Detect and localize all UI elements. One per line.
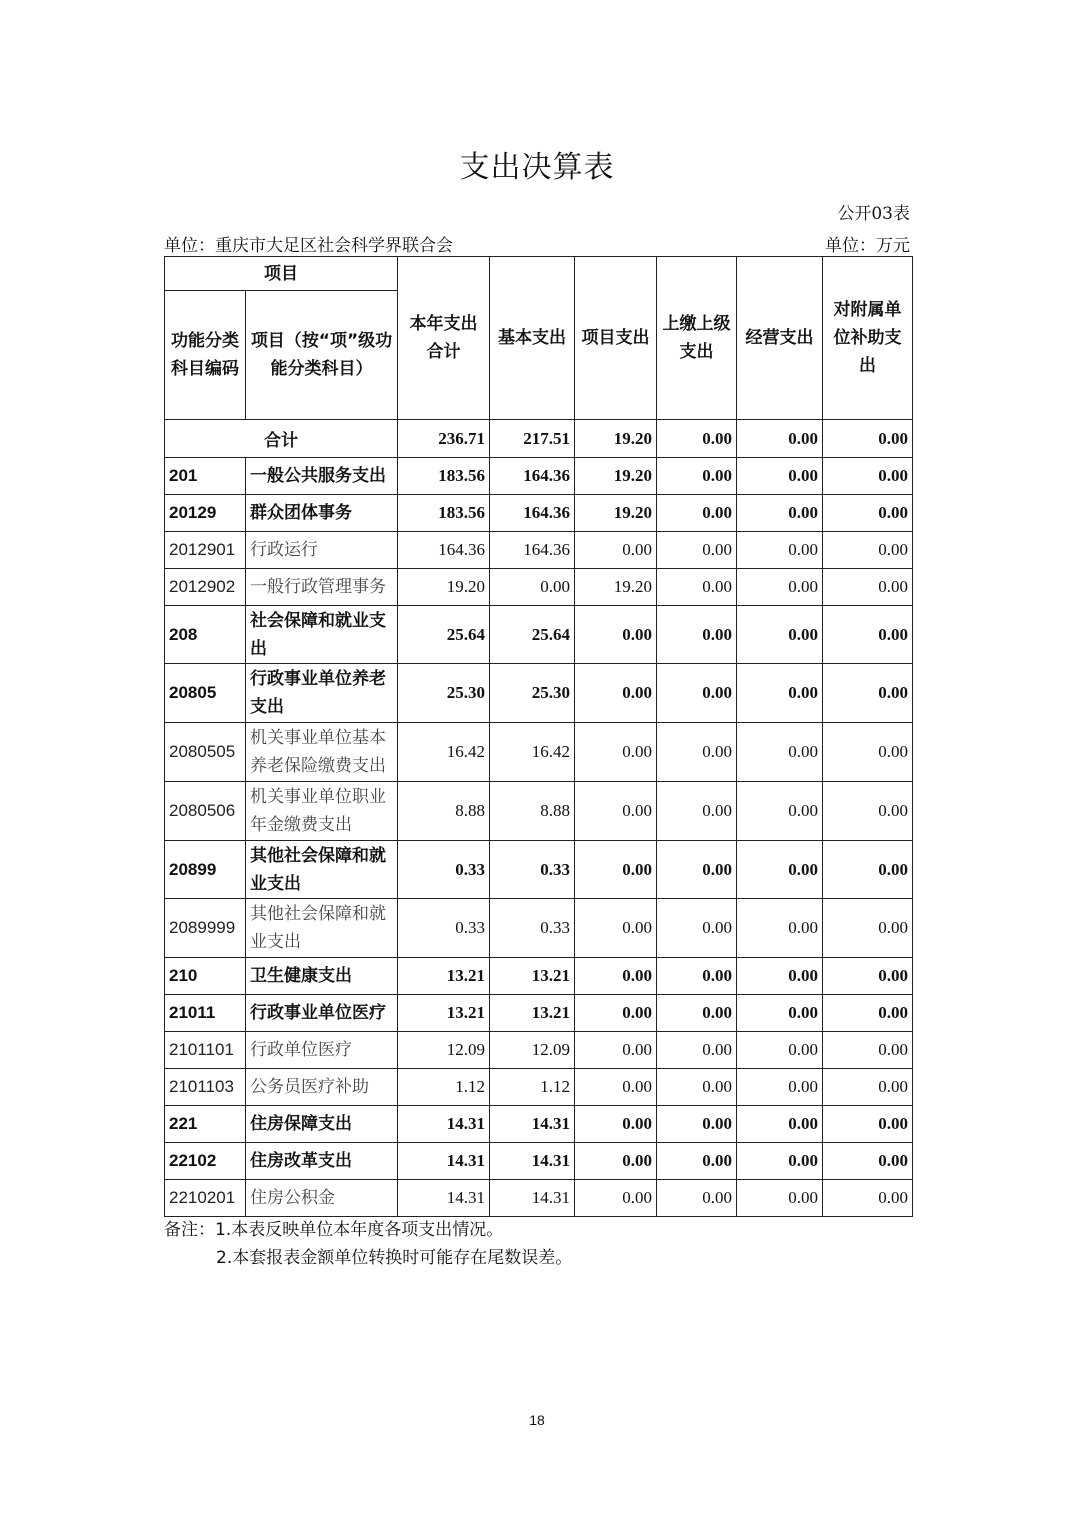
value-cell: 0.00 — [575, 1069, 657, 1106]
value-cell: 0.00 — [823, 1106, 913, 1143]
table-row — [165, 723, 913, 782]
value-cell: 0.00 — [823, 495, 913, 532]
value-cell: 0.00 — [823, 1032, 913, 1069]
value-cell: 0.00 — [657, 458, 737, 495]
name-cell: 行政运行 — [246, 532, 398, 569]
name-cell: 卫生健康支出 — [246, 958, 398, 995]
value-cell: 0.00 — [823, 606, 913, 664]
value-cell: 19.20 — [575, 458, 657, 495]
value-cell: 14.31 — [490, 1106, 575, 1143]
value-cell: 0.00 — [737, 569, 823, 606]
value-cell: 0.00 — [575, 606, 657, 664]
value-cell: 14.31 — [490, 1143, 575, 1180]
table-row — [165, 532, 913, 569]
total-cell: 217.51 — [490, 420, 575, 458]
value-cell: 0.00 — [575, 1143, 657, 1180]
value-cell: 25.30 — [490, 664, 575, 723]
value-cell: 13.21 — [490, 958, 575, 995]
note-line-1: 备注：1.本表反映单位本年度各项支出情况。 — [164, 1220, 504, 1240]
total-cell: 0.00 — [737, 420, 823, 458]
value-cell: 0.00 — [823, 1143, 913, 1180]
value-cell: 0.00 — [657, 1106, 737, 1143]
name-cell: 机关事业单位基本养老保险缴费支出 — [246, 723, 398, 782]
value-cell: 0.00 — [737, 606, 823, 664]
name-cell: 其他社会保障和就业支出 — [246, 899, 398, 958]
header-subsidy: 对附属单位补助支出 — [823, 257, 913, 420]
value-cell: 19.20 — [575, 495, 657, 532]
value-cell: 0.00 — [823, 1180, 913, 1217]
value-cell: 0.00 — [823, 664, 913, 723]
value-cell: 25.64 — [398, 606, 490, 664]
total-cell: 19.20 — [575, 420, 657, 458]
total-label: 合计 — [165, 420, 398, 458]
value-cell: 0.00 — [737, 1032, 823, 1069]
value-cell: 12.09 — [490, 1032, 575, 1069]
name-cell: 机关事业单位职业年金缴费支出 — [246, 782, 398, 841]
value-cell: 0.00 — [657, 723, 737, 782]
value-cell: 0.00 — [657, 958, 737, 995]
header-operate: 经营支出 — [737, 257, 823, 420]
table-row — [165, 1032, 913, 1069]
page-title: 支出决算表 — [459, 150, 615, 185]
value-cell: 8.88 — [398, 782, 490, 841]
value-cell: 0.00 — [823, 782, 913, 841]
value-cell: 0.00 — [575, 532, 657, 569]
value-cell: 16.42 — [398, 723, 490, 782]
value-cell: 0.00 — [737, 1180, 823, 1217]
value-cell: 0.00 — [737, 958, 823, 995]
value-cell: 0.00 — [823, 841, 913, 899]
value-cell: 0.00 — [823, 569, 913, 606]
header-project-group: 项目 — [165, 257, 398, 291]
code-cell: 2012901 — [165, 532, 246, 569]
value-cell: 0.00 — [737, 1069, 823, 1106]
table-row — [165, 958, 913, 995]
table-row — [165, 841, 913, 899]
table-body — [165, 458, 913, 1217]
table-row — [165, 458, 913, 495]
value-cell: 0.00 — [575, 1032, 657, 1069]
value-cell: 0.00 — [657, 1143, 737, 1180]
value-cell: 164.36 — [490, 532, 575, 569]
value-cell: 0.00 — [737, 841, 823, 899]
code-cell: 2101101 — [165, 1032, 246, 1069]
value-cell: 0.00 — [823, 958, 913, 995]
code-cell: 21011 — [165, 995, 246, 1032]
header-name: 项目（按“项”级功能分类科目） — [246, 291, 398, 420]
value-cell: 0.00 — [657, 1069, 737, 1106]
value-cell: 19.20 — [398, 569, 490, 606]
total-cell: 0.00 — [823, 420, 913, 458]
page-number: 18 — [529, 1412, 545, 1428]
name-cell: 一般行政管理事务 — [246, 569, 398, 606]
total-row — [165, 420, 913, 458]
table-row — [165, 495, 913, 532]
value-cell: 0.00 — [823, 1069, 913, 1106]
table-row — [165, 1069, 913, 1106]
code-cell: 201 — [165, 458, 246, 495]
table-row — [165, 1180, 913, 1217]
value-cell: 8.88 — [490, 782, 575, 841]
name-cell: 住房保障支出 — [246, 1106, 398, 1143]
value-cell: 13.21 — [398, 995, 490, 1032]
value-cell: 0.00 — [657, 532, 737, 569]
note-line-2: 2.本套报表金额单位转换时可能存在尾数误差。 — [216, 1248, 573, 1268]
total-cell: 236.71 — [398, 420, 490, 458]
value-cell: 0.00 — [575, 995, 657, 1032]
value-cell: 0.00 — [575, 899, 657, 958]
table-row — [165, 899, 913, 958]
table-row — [165, 569, 913, 606]
name-cell: 住房公积金 — [246, 1180, 398, 1217]
name-cell: 群众团体事务 — [246, 495, 398, 532]
value-cell: 0.00 — [737, 532, 823, 569]
value-cell: 0.00 — [657, 569, 737, 606]
value-cell: 13.21 — [398, 958, 490, 995]
header-basic: 基本支出 — [490, 257, 575, 420]
code-cell: 2210201 — [165, 1180, 246, 1217]
code-cell: 2080505 — [165, 723, 246, 782]
value-cell: 0.00 — [737, 995, 823, 1032]
value-cell: 164.36 — [398, 532, 490, 569]
table-row — [165, 1143, 913, 1180]
notes — [164, 1216, 572, 1272]
form-number: 公开03表 — [837, 204, 910, 224]
value-cell: 164.36 — [490, 495, 575, 532]
code-cell: 2101103 — [165, 1069, 246, 1106]
value-cell: 0.00 — [657, 495, 737, 532]
expenditure-table — [164, 256, 913, 1217]
value-cell: 14.31 — [398, 1106, 490, 1143]
table-row — [165, 782, 913, 841]
header-code: 功能分类科目编码 — [165, 291, 246, 420]
name-cell: 公务员医疗补助 — [246, 1069, 398, 1106]
value-cell: 16.42 — [490, 723, 575, 782]
code-cell: 2089999 — [165, 899, 246, 958]
header-row-1 — [165, 257, 913, 291]
value-cell: 0.33 — [398, 841, 490, 899]
value-cell: 0.00 — [575, 958, 657, 995]
value-cell: 0.00 — [823, 532, 913, 569]
total-cell: 0.00 — [657, 420, 737, 458]
value-cell: 164.36 — [490, 458, 575, 495]
value-cell: 12.09 — [398, 1032, 490, 1069]
value-cell: 0.00 — [575, 1180, 657, 1217]
name-cell: 行政事业单位养老支出 — [246, 664, 398, 723]
value-cell: 14.31 — [398, 1180, 490, 1217]
value-cell: 0.00 — [575, 723, 657, 782]
code-cell: 2080506 — [165, 782, 246, 841]
name-cell: 其他社会保障和就业支出 — [246, 841, 398, 899]
header-project: 项目支出 — [575, 257, 657, 420]
value-cell: 0.00 — [737, 495, 823, 532]
value-cell: 183.56 — [398, 458, 490, 495]
value-cell: 19.20 — [575, 569, 657, 606]
value-cell: 0.00 — [657, 995, 737, 1032]
name-cell: 行政事业单位医疗 — [246, 995, 398, 1032]
value-cell: 13.21 — [490, 995, 575, 1032]
value-cell: 0.00 — [737, 664, 823, 723]
name-cell: 一般公共服务支出 — [246, 458, 398, 495]
value-cell: 0.00 — [657, 664, 737, 723]
code-cell: 20129 — [165, 495, 246, 532]
value-cell: 25.30 — [398, 664, 490, 723]
value-cell: 0.00 — [737, 1143, 823, 1180]
value-cell: 0.00 — [737, 1106, 823, 1143]
value-cell: 0.00 — [575, 782, 657, 841]
value-cell: 0.00 — [737, 899, 823, 958]
value-cell: 0.00 — [737, 458, 823, 495]
value-cell: 0.00 — [823, 899, 913, 958]
value-cell: 0.33 — [490, 899, 575, 958]
unit-organization: 单位：重庆市大足区社会科学界联合会 — [164, 236, 453, 256]
value-cell: 0.00 — [823, 723, 913, 782]
table-row — [165, 1106, 913, 1143]
name-cell: 行政单位医疗 — [246, 1032, 398, 1069]
name-cell: 住房改革支出 — [246, 1143, 398, 1180]
code-cell: 210 — [165, 958, 246, 995]
code-cell: 22102 — [165, 1143, 246, 1180]
table-row — [165, 995, 913, 1032]
table-row — [165, 606, 913, 664]
value-cell: 1.12 — [398, 1069, 490, 1106]
value-cell: 0.33 — [490, 841, 575, 899]
unit-currency: 单位：万元 — [825, 236, 910, 256]
header-total: 本年支出合计 — [398, 257, 490, 420]
value-cell: 14.31 — [398, 1143, 490, 1180]
value-cell: 183.56 — [398, 495, 490, 532]
code-cell: 20805 — [165, 664, 246, 723]
value-cell: 0.00 — [657, 1180, 737, 1217]
value-cell: 0.33 — [398, 899, 490, 958]
value-cell: 25.64 — [490, 606, 575, 664]
value-cell: 0.00 — [823, 458, 913, 495]
value-cell: 0.00 — [575, 664, 657, 723]
value-cell: 0.00 — [657, 1032, 737, 1069]
value-cell: 0.00 — [575, 1106, 657, 1143]
value-cell: 0.00 — [657, 782, 737, 841]
value-cell: 0.00 — [823, 995, 913, 1032]
code-cell: 2012902 — [165, 569, 246, 606]
code-cell: 20899 — [165, 841, 246, 899]
value-cell: 0.00 — [657, 606, 737, 664]
table-row — [165, 664, 913, 723]
code-cell: 208 — [165, 606, 246, 664]
value-cell: 0.00 — [657, 841, 737, 899]
header-upper: 上缴上级支出 — [657, 257, 737, 420]
value-cell: 0.00 — [737, 723, 823, 782]
code-cell: 221 — [165, 1106, 246, 1143]
value-cell: 14.31 — [490, 1180, 575, 1217]
value-cell: 0.00 — [575, 841, 657, 899]
name-cell: 社会保障和就业支出 — [246, 606, 398, 664]
value-cell: 0.00 — [490, 569, 575, 606]
value-cell: 0.00 — [657, 899, 737, 958]
value-cell: 0.00 — [737, 782, 823, 841]
value-cell: 1.12 — [490, 1069, 575, 1106]
